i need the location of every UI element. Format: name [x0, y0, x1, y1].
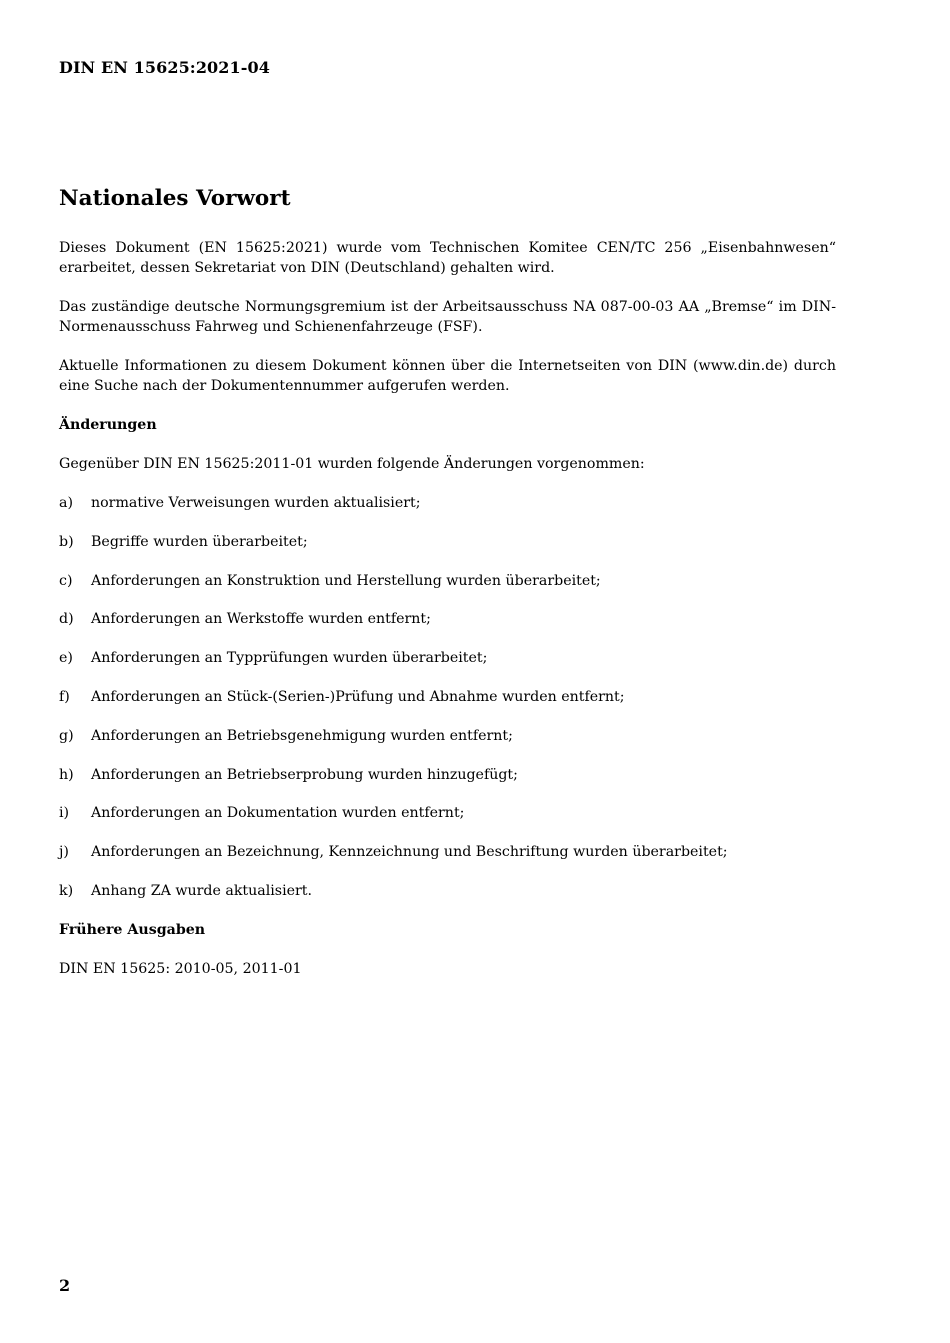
list-item-label: e) [59, 650, 73, 667]
list-item-text: Anhang ZA wurde aktualisiert. [91, 882, 313, 899]
page-title: Nationales Vorwort [59, 186, 291, 211]
list-item-text: Anforderungen an Typprüfungen wurden überarbeitet; [91, 650, 488, 667]
list-item-label: f) [59, 688, 70, 705]
list-item-label: b) [59, 533, 74, 550]
list-item [59, 726, 836, 746]
list-item-text: Anforderungen an Betriebserprobung wurden hinzugefügt; [91, 766, 518, 783]
list-item-label: i) [59, 805, 70, 822]
list-item [59, 648, 836, 668]
page-number: 2 [59, 1276, 71, 1295]
list-item-text: Anforderungen an Bezeichnung, Kennzeichnung und Beschriftung wurden überarbeitet; [91, 844, 728, 861]
list-item [59, 532, 836, 552]
paragraph-committee: Dieses Dokument (EN 15625:2021) wurde vom Technischen Komitee CEN/TC 256 „Eisenbahnwesen“ erarbeitet, dessen Sekretariat von DIN (Deutschland) gehalten wird. [59, 240, 836, 276]
list-item [59, 571, 836, 591]
changes-heading: Änderungen [59, 417, 157, 433]
list-item-text: Anforderungen an Stück-(Serien-)Prüfung und Abnahme wurden entfernt; [91, 688, 625, 705]
list-item [59, 765, 836, 785]
list-item [59, 881, 836, 901]
list-item [59, 803, 836, 823]
paragraph-standards-body: Das zuständige deutsche Normungsgremium ist der Arbeitsausschuss NA 087-00-03 AA „Bremse“ im DIN-Normenausschuss Fahrweg und Schienenfahrzeuge (FSF). [59, 299, 836, 335]
list-item-label: j) [59, 844, 69, 861]
list-item [59, 842, 836, 862]
list-item-label: h) [59, 766, 74, 783]
list-item [59, 493, 836, 513]
list-item [59, 687, 836, 707]
list-item [59, 609, 836, 629]
list-item-text: normative Verweisungen wurden aktualisiert; [91, 495, 421, 511]
list-item-text: Begriffe wurden überarbeitet; [91, 533, 308, 550]
paragraph-information: Aktuelle Informationen zu diesem Dokument können über die Internetseiten von DIN (www.din.de) durch eine Suche nach der Dokumentennummer aufgerufen werden. [59, 358, 836, 394]
earlier-editions-heading: Frühere Ausgaben [59, 921, 206, 938]
list-item-label: d) [59, 611, 74, 628]
list-item-text: Anforderungen an Werkstoffe wurden entfernt; [91, 611, 431, 628]
list-item-label: k) [59, 882, 74, 899]
document-header: DIN EN 15625:2021-04 [59, 58, 270, 77]
list-item-label: a) [59, 495, 73, 511]
list-item-label: g) [59, 727, 74, 744]
changes-intro: Gegenüber DIN EN 15625:2011-01 wurden folgende Änderungen vorgenommen: [59, 456, 645, 472]
list-item-text: Anforderungen an Dokumentation wurden entfernt; [91, 805, 465, 822]
changes-list [59, 493, 836, 901]
list-item-text: Anforderungen an Konstruktion und Herstellung wurden überarbeitet; [91, 572, 601, 589]
list-item-text: Anforderungen an Betriebsgenehmigung wurden entfernt; [91, 727, 513, 744]
list-item-label: c) [59, 572, 73, 589]
earlier-editions-text: DIN EN 15625: 2010-05, 2011-01 [59, 960, 302, 977]
document-body [59, 238, 836, 998]
